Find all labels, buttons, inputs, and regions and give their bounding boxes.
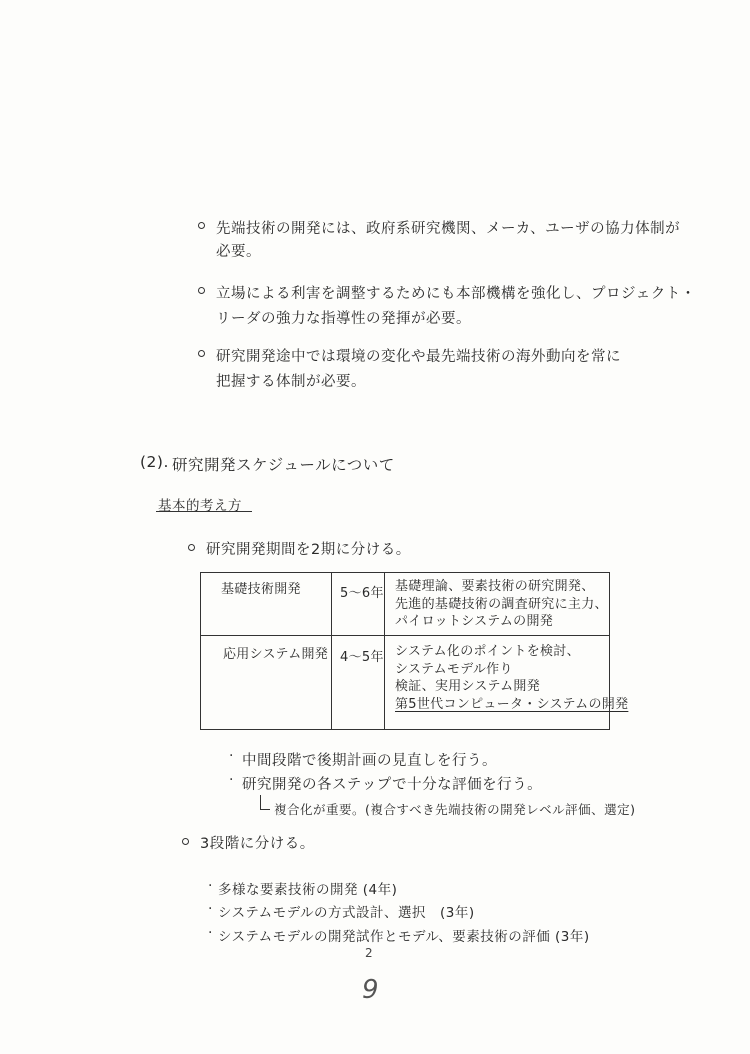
page-number-small: 2 bbox=[365, 946, 373, 960]
bullet-2-line-1: 立場による利害を調整するためにも本部機構を強化し、プロジェクト・ bbox=[216, 286, 696, 302]
bullet-1-line-2: 必要。 bbox=[216, 244, 261, 260]
dot-bullet-icon: · bbox=[208, 878, 213, 894]
stage-1: 多様な要素技術の開発 (4年) bbox=[218, 882, 398, 898]
sub-note: 複合化が重要。(複合すべき先端技術の開発レベル評価、選定) bbox=[274, 802, 636, 817]
bullet-circle-icon bbox=[182, 838, 189, 845]
dot-bullet-icon: · bbox=[208, 901, 213, 917]
bullet-circle-icon bbox=[188, 544, 195, 551]
bullet-1-line-1: 先端技術の開発には、政府系研究機関、メーカ、ユーザの協力体制が bbox=[216, 221, 681, 237]
section-title: 研究開発スケジュールについて bbox=[172, 456, 395, 474]
table-row-2-detail: システムモデル作り bbox=[395, 661, 513, 677]
page-number-large: 9 bbox=[362, 975, 379, 1005]
bullet-2-line-2: リーダの強力な指導性の発揮が必要。 bbox=[216, 311, 471, 327]
point-1-text: 研究開発期間を2期に分ける。 bbox=[206, 542, 411, 558]
section-number: (2). bbox=[140, 453, 169, 471]
table-row-1-detail: 基礎理論、要素技術の研究開発、 bbox=[395, 579, 595, 594]
point-2-text: 3段階に分ける。 bbox=[200, 836, 315, 852]
table-row-2-detail: 検証、実用システム開発 bbox=[395, 679, 541, 694]
stage-2: システムモデルの方式設計、選択 (3年) bbox=[218, 905, 475, 921]
table-row-1-phase: 基礎技術開発 bbox=[221, 582, 301, 597]
bullet-circle-icon bbox=[198, 222, 205, 229]
table-row-2-detail: 第5世代コンピュータ・システムの開発 bbox=[395, 696, 629, 712]
table-divider bbox=[331, 573, 332, 729]
table-row-1-detail: 先進的基礎技術の調査研究に主力、 bbox=[395, 596, 608, 612]
table-row-2-duration: 4〜5年 bbox=[340, 650, 384, 665]
bullet-3-line-1: 研究開発途中では環境の変化や最先端技術の海外動向を常に bbox=[216, 349, 621, 365]
subheading-underline bbox=[156, 511, 252, 512]
dot-item-1: 中間段階で後期計画の見直しを行う。 bbox=[242, 753, 497, 769]
bracket-icon bbox=[260, 795, 270, 810]
table-divider bbox=[201, 635, 609, 636]
table-row-1-detail: パイロットシステムの開発 bbox=[395, 614, 554, 629]
bullet-3-line-2: 把握する体制が必要。 bbox=[216, 374, 366, 390]
dot-item-2: 研究開発の各ステップで十分な評価を行う。 bbox=[242, 777, 543, 793]
table-row-2-detail: システム化のポイントを検討、 bbox=[395, 644, 580, 659]
subheading: 基本的考え方 bbox=[158, 498, 242, 514]
bullet-circle-icon bbox=[198, 287, 205, 294]
schedule-table bbox=[200, 572, 629, 730]
dot-bullet-icon: · bbox=[208, 925, 213, 941]
table-row-2-phase: 応用システム開発 bbox=[223, 647, 329, 662]
table-row-2-details bbox=[395, 643, 628, 713]
dot-bullet-icon: · bbox=[229, 748, 234, 764]
table-divider bbox=[384, 573, 385, 729]
bullet-circle-icon bbox=[198, 350, 205, 357]
table-row-1-details bbox=[395, 578, 608, 631]
table-row-1-duration: 5〜6年 bbox=[340, 586, 384, 601]
stage-3: システムモデルの開発試作とモデル、要素技術の評価 (3年) bbox=[218, 929, 590, 945]
dot-bullet-icon: · bbox=[229, 772, 234, 788]
